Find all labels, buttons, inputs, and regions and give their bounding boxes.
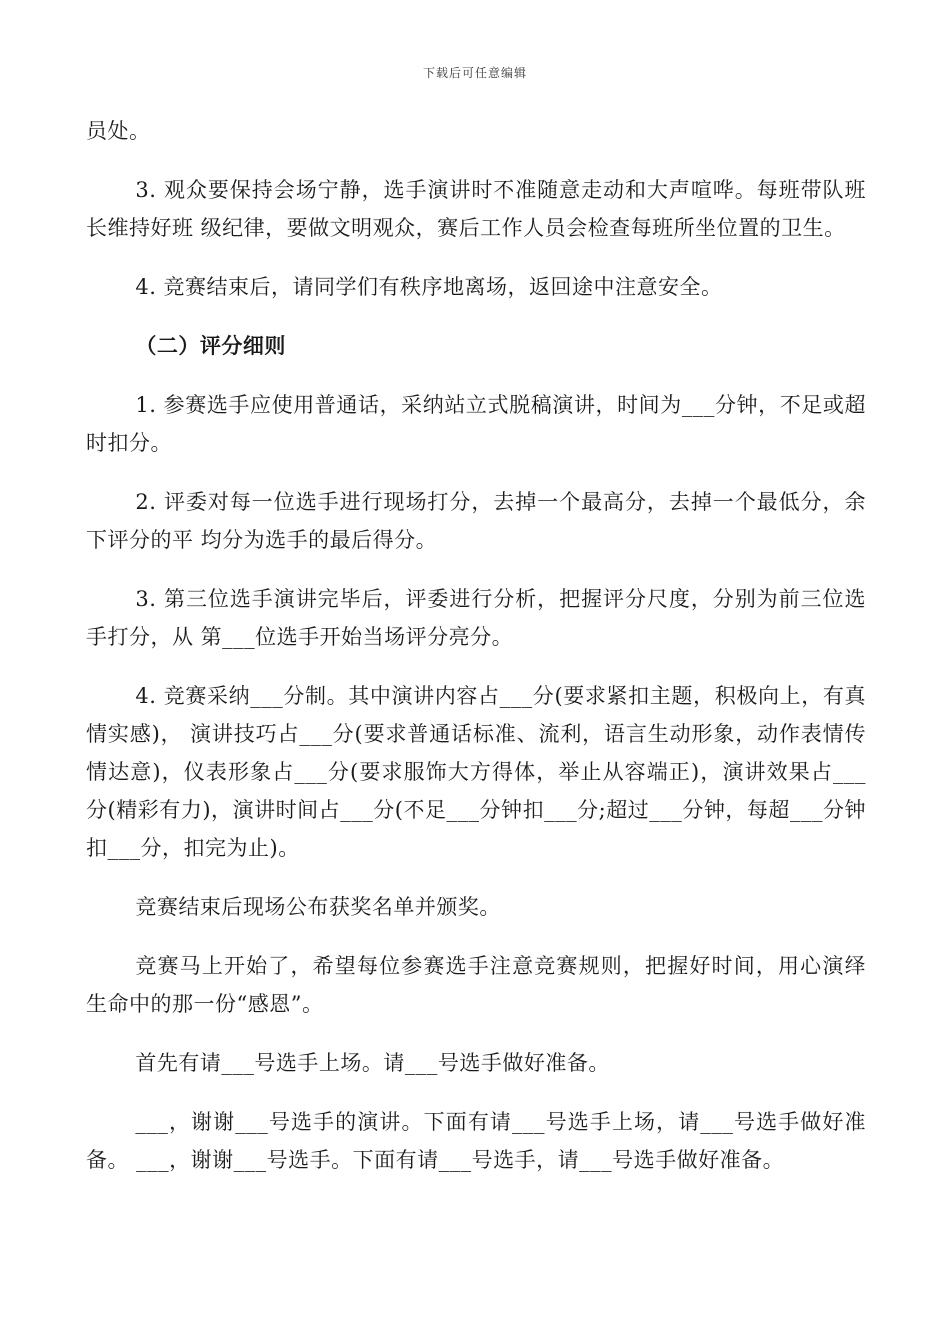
section-heading-scoring: （二）评分细则: [135, 333, 286, 358]
document-body: [86, 112, 866, 1200]
paragraph-audience-rules: 3. 观众要保持会场宁静，选手演讲时不准随意走动和大声喧哗。每班带队班长维持好班 级纪律，要做文明观众，赛后工作人员会检查每班所坐位置的卫生。: [86, 178, 866, 240]
paragraph-continuation: 员处。: [86, 119, 151, 143]
paragraph-awards: 竞赛结束后现场公布获奖名单并颁奖。: [135, 895, 501, 919]
paragraph-leaving-safety: 4. 竞赛结束后，请同学们有秩序地离场，返回途中注意安全。: [135, 275, 723, 299]
paragraph-first-contestant: 首先有请___号选手上场。请___号选手做好准备。: [135, 1051, 610, 1075]
paragraph-next-contestants: ___，谢谢___号选手的演讲。下面有请___号选手上场，请___号选手做好准备。 ___，谢谢___号选手。下面有请___号选手，请___号选手做好准备。: [86, 1110, 866, 1172]
paragraph-scoring-rule-2: 2. 评委对每一位选手进行现场打分，去掉一个最高分，去掉一个最低分，余下评分的平 均分为选手的最后得分。: [86, 490, 866, 552]
paragraph-scoring-rule-4: 4. 竞赛采纳___分制。其中演讲内容占___分(要求紧扣主题，积极向上，有真情实感)， 演讲技巧占___分(要求普通话标准、流利，语言生动形象，动作表情传情达意)，仪表形象占___分(要求服饰大方得体，举止从容端正)，演讲效果占___分(精彩有力)，演讲时间占___分(不足___分钟扣___分;超过___分钟，每超___分钟扣___分，扣完为止)。: [86, 684, 866, 860]
paragraph-scoring-rule-3: 3. 第三位选手演讲完毕后，评委进行分析，把握评分尺度，分别为前三位选手打分，从 第___位选手开始当场评分亮分。: [86, 587, 866, 649]
paragraph-opening: 竞赛马上开始了，希望每位参赛选手注意竞赛规则，把握好时间，用心演绎生命中的那一份“感恩”。: [86, 954, 866, 1016]
paragraph-scoring-rule-1: 1. 参赛选手应使用普通话，采纳站立式脱稿演讲，时间为___分钟，不足或超时扣分。: [86, 393, 866, 455]
page-header: 下载后可任意编辑: [422, 66, 527, 80]
